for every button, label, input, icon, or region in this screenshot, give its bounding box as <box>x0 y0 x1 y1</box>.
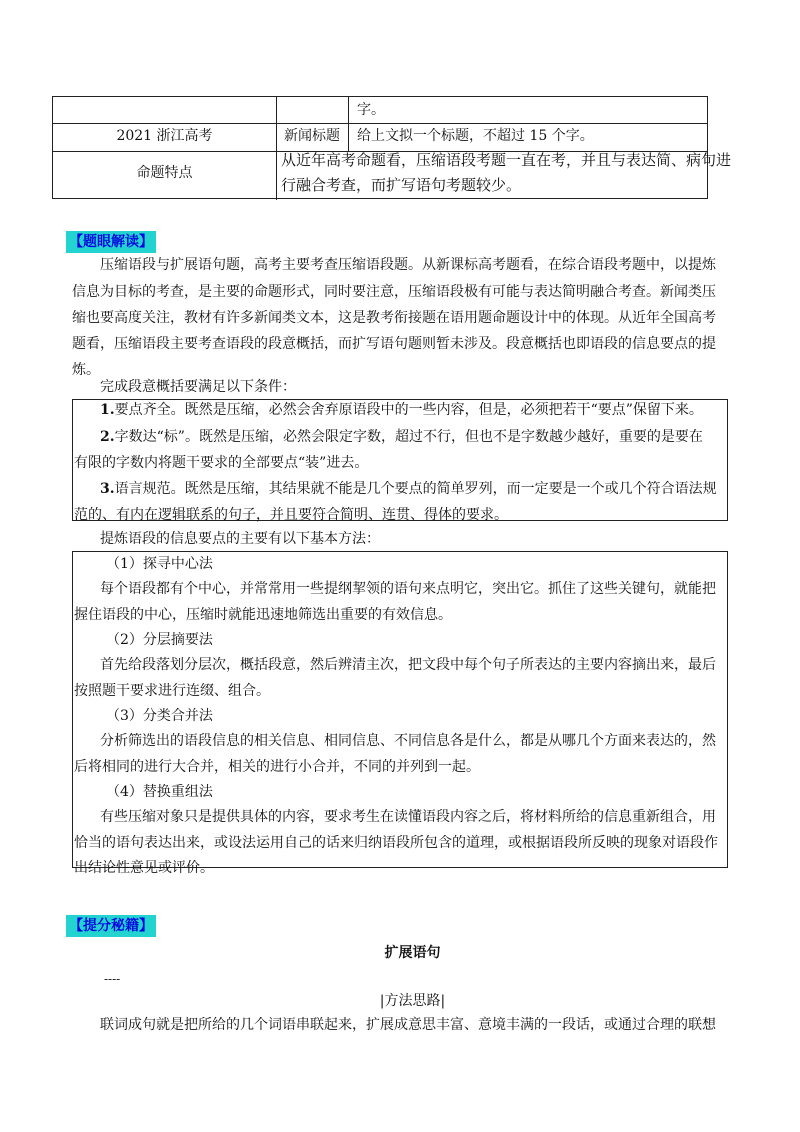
section-tag-tips: 【提分秘籍】 <box>66 915 156 937</box>
section2-para1: 联词成句就是把所给的几个词语串联起来，扩展成意思丰富、意境丰满的一段话，或通过合理的联想 <box>100 1017 716 1033</box>
section2-subheading: |方法思路| <box>379 993 446 1009</box>
method-1-line2: 握住语段的中心，压缩时就能迅速地筛选出重要的有效信息。 <box>74 607 452 623</box>
table-row2-col2: 新闻标题 <box>284 128 340 144</box>
condition-1 <box>100 397 703 424</box>
method-2-line1: 首先给段落划分层次，概括段意，然后辨清主次，把文段中每个句子所表达的主要内容摘出来，最后 <box>100 657 716 673</box>
section-tag-interpretation: 【题眼解读】 <box>66 231 156 253</box>
method-4-line2: 恰当的语句表达出来，或设法运用自己的话来归纳语段所包含的道理，或根据语段所反映的现象对语段作 <box>74 835 718 851</box>
summary-table <box>52 96 732 199</box>
para1-line5: 炼。 <box>72 362 100 378</box>
condition-3-text: 语言规范。既然是压缩，其结果就不能是几个要点的简单罗列，而一定要是一个或几个符合语法规 <box>114 481 717 497</box>
method-3-line1: 分析筛选出的语段信息的相关信息、相同信息、不同信息各是什么，都是从哪几个方面来表达的，然 <box>100 733 716 749</box>
table-row2-col3: 给上文拟一个标题，不超过 15 个字。 <box>357 128 594 144</box>
para2: 完成段意概括要满足以下条件： <box>100 379 296 395</box>
condition-3-line2: 范的、有内在逻辑联系的句子，并且要符合简明、连贯、得体的要求。 <box>74 507 508 523</box>
method-4-title: （4）替换重组法 <box>106 784 213 800</box>
method-3-title: （3）分类合并法 <box>106 708 213 724</box>
condition-2-line2: 有限的字数内将题干要求的全部要点“装”进去。 <box>74 455 369 471</box>
method-4-line1: 有些压缩对象只是提供具体的内容，要求考生在读懂语段内容之后，将材料所给的信息重新组合，用 <box>100 809 716 825</box>
para1-line2: 信息为目标的考查，是主要的命题形式，同时要注意，压缩语段极有可能与表达简明融合考查。新闻类压 <box>72 284 716 300</box>
para1-line3: 缩也要高度关注，教材有许多新闻类文本，这是教考衔接题在语用题命题设计中的体现。从近年全国高考 <box>72 310 716 326</box>
table-row2-col1: 2021 浙江高考 <box>116 128 213 144</box>
table-col-divider-3 <box>276 151 277 200</box>
method-3-line2: 后将相同的进行大合并，相关的进行小合并，不同的并列到一起。 <box>74 759 480 775</box>
para3: 提炼语段的信息要点的主要有以下基本方法： <box>100 531 380 547</box>
method-2-line2: 按照题干要求进行连缀、组合。 <box>74 683 270 699</box>
section2-heading: 扩展语句 <box>384 945 441 961</box>
para1-line1: 压缩语段与扩展语句题，高考主要考查压缩语段题。从新课标高考题看，在综合语段考题中，以提炼 <box>100 257 716 273</box>
table-row3-col2-line2: 行融合考查，而扩写语句考题较少。 <box>281 176 522 194</box>
condition-1-label: 1. <box>100 402 115 418</box>
method-1-title: （1）探寻中心法 <box>106 556 213 572</box>
table-row3-col1: 命题特点 <box>136 165 193 181</box>
condition-2-text: 字数达“标”。既然是压缩，必然会限定字数，超过不行，但也不是字数越少越好，重要的是要在 <box>114 429 703 445</box>
method-1-line1: 每个语段都有个中心，并常常用一些提纲挈领的语句来点明它，突出它。抓住了这些关键句，就能把 <box>100 581 716 597</box>
table-row1-col3: 字。 <box>357 102 385 118</box>
condition-3-line1 <box>100 476 717 503</box>
table-row3-col2-line1: 从近年高考命题看，压缩语段考题一直在考，并且与表达简、病句进 <box>281 151 732 169</box>
condition-3-label: 3. <box>100 481 115 497</box>
condition-2-line1 <box>100 424 703 451</box>
method-2-title: （2）分层摘要法 <box>106 632 213 648</box>
para1-line4: 题看，压缩语段主要考查语段的段意概括，而扩写语句题则暂未涉及。段意概括也即语段的信息要点的提 <box>72 336 716 352</box>
method-4-line3: 出结论性意见或评价。 <box>74 860 214 876</box>
condition-1-text: 要点齐全。既然是压缩，必然会舍弃原语段中的一些内容，但是，必须把若干“要点”保留下来。 <box>114 402 703 418</box>
section2-dashes: ---- <box>104 972 121 986</box>
table-col-divider-2 <box>348 97 349 151</box>
condition-2-label: 2. <box>100 429 115 445</box>
